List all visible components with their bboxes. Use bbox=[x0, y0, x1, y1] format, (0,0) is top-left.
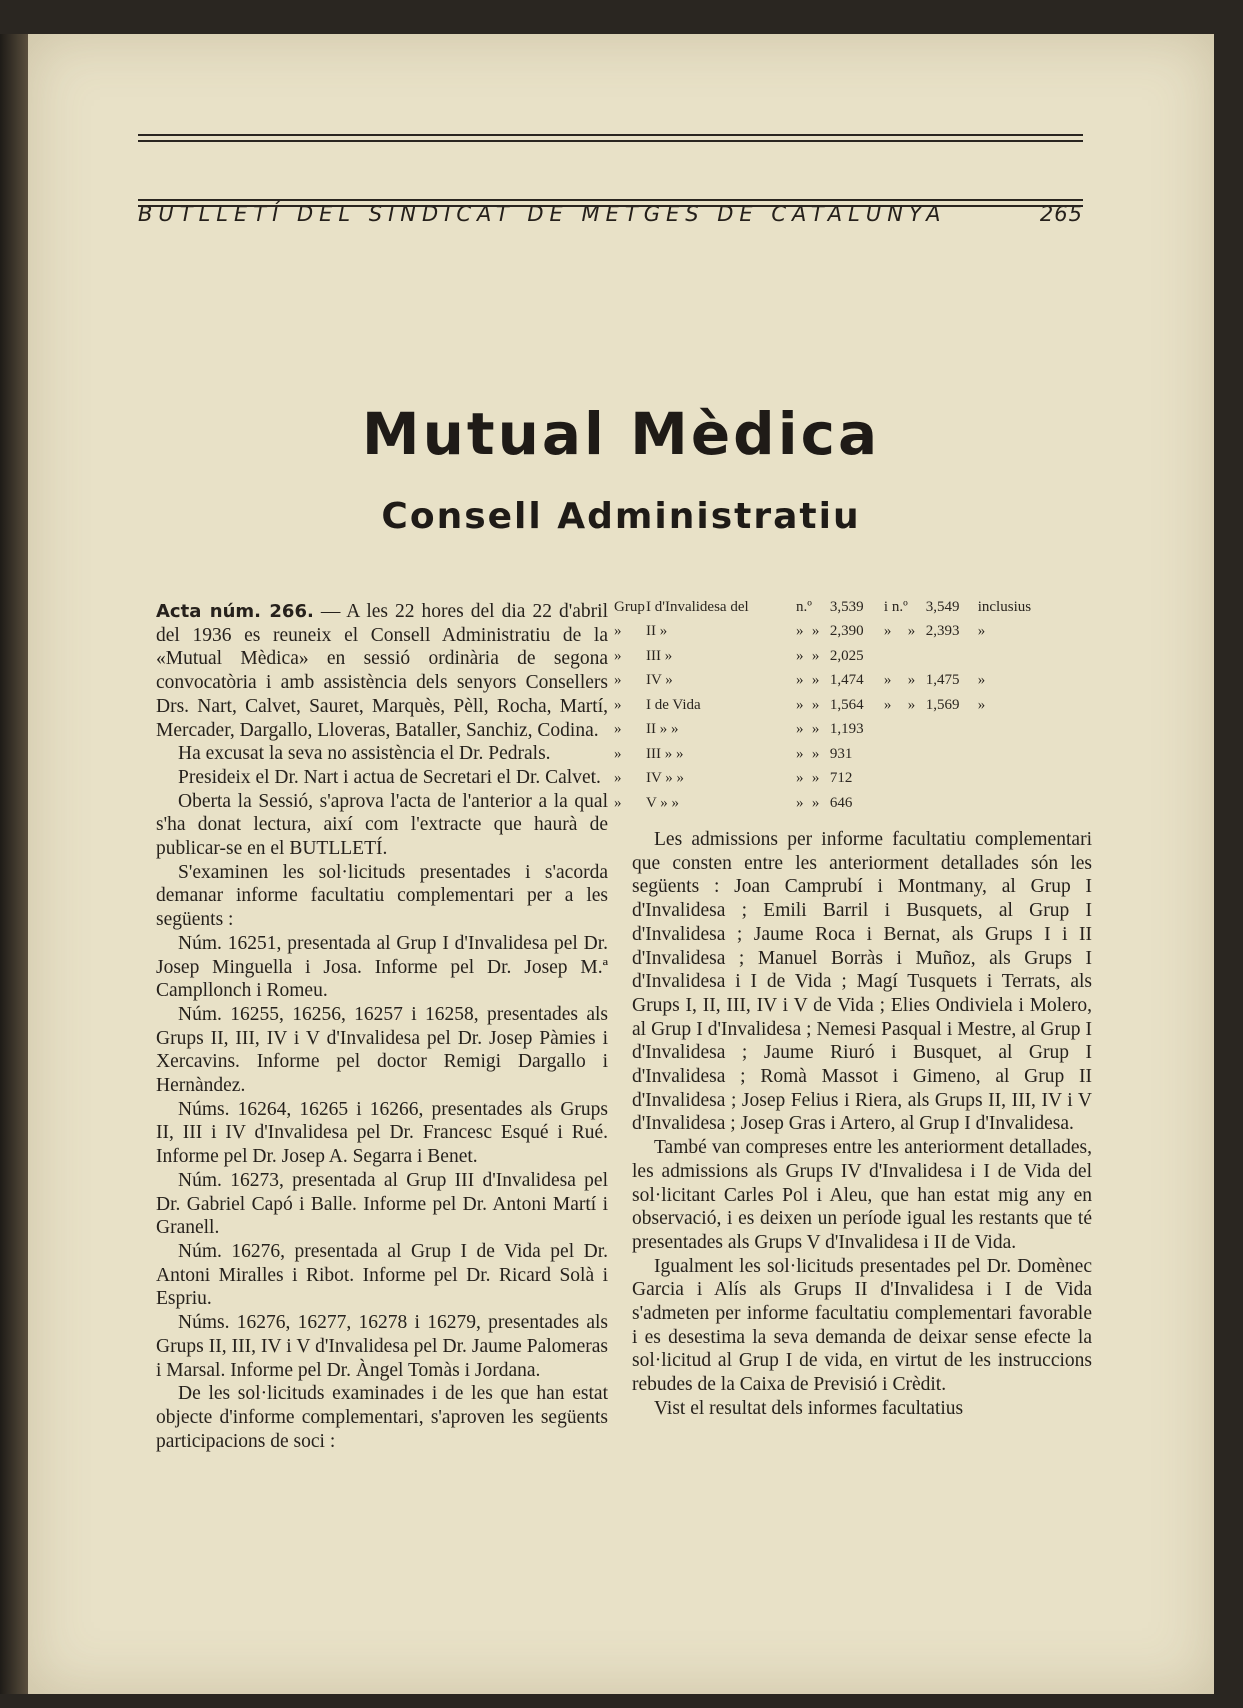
paragraph: Igualment les sol·licituds presentades pel Dr. Domènec Garcia i Alís als Grups II d'Invalidesa i I de Vida s'admeten per informe facultatiu complementari favorable i es desestima la seva demanda de deixar sense efecte la sol·licitud al Grup I de vida, en virtut de les instruccions rebudes de la Caixa de Previsió i Crèdit. bbox=[632, 1255, 1092, 1396]
table-cell: » bbox=[883, 623, 892, 640]
table-cell: » bbox=[614, 794, 622, 811]
table-cell bbox=[978, 718, 1094, 743]
table-cell: » bbox=[796, 794, 804, 811]
table-cell bbox=[978, 767, 1094, 792]
page-number: 265 bbox=[1039, 202, 1083, 226]
table-cell: » bbox=[796, 672, 804, 689]
table-row bbox=[614, 791, 1094, 816]
table-cell: » bbox=[977, 696, 986, 713]
table-cell: I d'Invalidesa del bbox=[646, 598, 749, 615]
table-cell bbox=[884, 718, 908, 743]
table-cell: » bbox=[811, 623, 820, 640]
table-cell: 1,475 bbox=[925, 672, 960, 689]
table-row bbox=[614, 669, 1094, 694]
table-cell: » bbox=[811, 647, 820, 664]
table-cell: » bbox=[796, 623, 804, 640]
table-cell bbox=[926, 644, 978, 669]
table-cell: 2,393 bbox=[925, 623, 960, 640]
running-title: BUTLLETÍ DEL SINDICAT DE METGES DE CATALUNYA bbox=[138, 202, 947, 226]
paragraph-text: — A les 22 hores del dia 22 d'abril del 1936 es reuneix el Consell Administratiu de la «Mutual Mèdica» en sessió ordinària de segona convocatòria i amb assistència dels senyors Consellers Drs. Nart, Calvet, Sauret, Marquès, Pèll, Rocha, Martí, Mercader, Dargallo, Lloveras, Bataller, Sanchiz, Codina. bbox=[156, 601, 608, 741]
paragraph: Núm. 16273, presentada al Grup III d'Invalidesa pel Dr. Gabriel Capó i Balle. Informe pel Dr. Antoni Martí i Granell. bbox=[156, 1169, 608, 1239]
table-cell: III » » bbox=[646, 745, 684, 762]
right-column bbox=[632, 828, 1092, 1421]
paragraph: Oberta la Sessió, s'aprova l'acta de l'anterior a la qual s'ha donat lectura, així com l'extracte que haurà de publicar-se en el BUTLLETÍ. bbox=[156, 790, 608, 860]
table-cell: » bbox=[614, 672, 622, 689]
paragraph: De les sol·licituds examinades i de les que han estat objecte d'informe complementari, s'aproven les següents participacions de soci : bbox=[156, 1383, 608, 1452]
table-cell: 1,193 bbox=[829, 721, 864, 738]
table-cell: » bbox=[614, 623, 622, 640]
paragraph: Núm. 16276, presentada al Grup I de Vida pel Dr. Antoni Miralles i Ribot. Informe pel Dr. Ricard Solà i Espriu. bbox=[156, 1240, 608, 1310]
table-cell: 646 bbox=[829, 794, 853, 811]
table-row bbox=[614, 742, 1094, 767]
table-cell: » bbox=[883, 696, 892, 713]
paragraph: Ha excusat la seva no assistència el Dr. Pedrals. bbox=[178, 743, 551, 765]
table-cell: » bbox=[796, 745, 804, 762]
table-cell bbox=[978, 791, 1094, 816]
table-cell: » bbox=[614, 721, 622, 738]
table-cell: 2,390 bbox=[829, 623, 864, 640]
paragraph: També van compreses entre les anteriorment detallades, les admissions als Grups IV d'Invalidesa i I de Vida del sol·licitant Carles Pol i Aleu, que han estat mig any en observació, i es deixen un període igual les restants que té presentades als Grups V d'Invalidesa i II de Vida. bbox=[632, 1137, 1092, 1253]
table-row bbox=[614, 620, 1094, 645]
table-cell: V » » bbox=[646, 794, 680, 811]
paragraph: S'examinen les sol·licituds presentades i s'acorda demanar informe facultatiu complementari per a les següents : bbox=[156, 861, 608, 931]
table-cell: » bbox=[796, 647, 804, 664]
table-cell bbox=[926, 718, 978, 743]
table-cell: III » bbox=[646, 647, 673, 664]
table-cell: » bbox=[977, 672, 986, 689]
table-cell: » bbox=[811, 696, 820, 713]
table-row bbox=[614, 644, 1094, 669]
table-cell: » bbox=[811, 721, 820, 738]
table-cell bbox=[908, 791, 926, 816]
table-cell: 1,564 bbox=[829, 696, 864, 713]
table-cell: 712 bbox=[829, 770, 853, 787]
table-cell bbox=[926, 791, 978, 816]
table-cell bbox=[908, 767, 926, 792]
table-cell bbox=[926, 767, 978, 792]
table-cell: n.º bbox=[796, 598, 812, 615]
table-cell bbox=[908, 742, 926, 767]
table-cell: inclusius bbox=[977, 598, 1032, 615]
header-rule-bottom-2 bbox=[138, 205, 1083, 207]
table-cell: » bbox=[907, 623, 916, 640]
header-rule-bottom bbox=[138, 199, 1083, 201]
table-cell: i n.º bbox=[883, 598, 908, 615]
table-cell: » bbox=[811, 770, 820, 787]
table-cell: 931 bbox=[829, 745, 853, 762]
table-cell: II » bbox=[646, 623, 668, 640]
header-rule-top bbox=[138, 134, 1083, 136]
table-cell bbox=[812, 595, 830, 620]
table-cell: » bbox=[796, 721, 804, 738]
left-column bbox=[156, 600, 608, 1453]
paragraph: Núm. 16251, presentada al Grup I d'Invalidesa pel Dr. Josep Minguella i Josa. Informe pel Dr. Josep M.ª Campllonch i Romeu. bbox=[156, 932, 608, 1002]
table-cell: » bbox=[907, 696, 916, 713]
table-cell bbox=[884, 644, 908, 669]
paragraph: Núms. 16276, 16277, 16278 i 16279, presentades als Grups II, III, IV i V d'Invalidesa pel Dr. Jaume Palomeras i Marsal. Informe pel Dr. Àngel Tomàs i Jordana. bbox=[156, 1312, 608, 1381]
paragraph: Núm. 16255, 16256, 16257 i 16258, presentades als Grups II, III, IV i V d'Invalidesa pel Dr. Josep Pàmies i Xercavins. Informe pel doctor Remigi Dargallo i Hernàndez. bbox=[156, 1003, 608, 1097]
table-cell bbox=[884, 742, 908, 767]
table-cell bbox=[908, 644, 926, 669]
table-cell: » bbox=[614, 696, 622, 713]
table-cell bbox=[908, 718, 926, 743]
table-cell: 3,539 bbox=[829, 598, 864, 615]
table-cell bbox=[978, 742, 1094, 767]
paragraph bbox=[156, 600, 608, 742]
table-cell: » bbox=[796, 696, 804, 713]
table-cell: » bbox=[614, 770, 622, 787]
table-cell: 2,025 bbox=[829, 647, 864, 664]
table-cell bbox=[884, 767, 908, 792]
paragraph: Vist el resultat dels informes facultatius bbox=[654, 1397, 964, 1419]
table-cell: II » » bbox=[646, 721, 679, 738]
table-cell bbox=[884, 791, 908, 816]
table-cell: Grup bbox=[614, 598, 645, 615]
article-title: Mutual Mèdica bbox=[361, 400, 881, 468]
table-cell: 1,569 bbox=[925, 696, 960, 713]
table-cell bbox=[926, 742, 978, 767]
table-cell: » bbox=[796, 770, 804, 787]
table-cell: IV » » bbox=[646, 770, 685, 787]
table-row bbox=[614, 718, 1094, 743]
table-cell: » bbox=[907, 672, 916, 689]
table-cell: » bbox=[811, 794, 820, 811]
table-row bbox=[614, 767, 1094, 792]
table-cell: » bbox=[811, 672, 820, 689]
participations-table bbox=[614, 595, 1094, 816]
header-rule-top-2 bbox=[138, 140, 1083, 142]
paragraph: Les admissions per informe facultatiu complementari que consten entre les anteriorment detallades són les següents : Joan Camprubí i Montmany, al Grup I d'Invalidesa ; Emili Barril i Busquets, al Grup I d'Invalidesa ; Jaume Roca i Bernat, als Grups I i II d'Invalidesa ; Manuel Borràs i Muñoz, als Grups I d'Invalidesa i I de Vida ; Magí Tusquets i Terrats, als Grups I, II, III, IV i V de Vida ; Elies Ondiviela i Molero, al Grup I d'Invalidesa ; Nemesi Pasqual i Mestre, al Grup I d'Invalidesa ; Jaume Riuró i Busquet, al Grup I d'Invalidesa ; Romà Massot i Gimeno, al Grup II d'Invalidesa ; Josep Felius i Riera, als Grups II, III, IV i V d'Invalidesa ; Josep Gras i Artero, al Grup I d'Invalidesa. bbox=[632, 829, 1092, 1135]
paragraph: Núms. 16264, 16265 i 16266, presentades als Grups II, III i IV d'Invalidesa pel Dr. Francesc Esqué i Rué. Informe pel Dr. Josep A. Segarra i Benet. bbox=[156, 1098, 608, 1168]
article-subtitle: Consell Administratiu bbox=[381, 496, 861, 537]
table-cell: I de Vida bbox=[646, 696, 701, 713]
table-cell: » bbox=[614, 745, 622, 762]
magazine-page bbox=[28, 34, 1214, 1694]
table-cell: » bbox=[811, 745, 820, 762]
table-cell: 1,474 bbox=[829, 672, 864, 689]
paragraph: Presideix el Dr. Nart i actua de Secretari el Dr. Calvet. bbox=[178, 766, 601, 788]
table-cell: » bbox=[977, 623, 986, 640]
table-cell bbox=[908, 595, 926, 620]
table-row bbox=[614, 693, 1094, 718]
table-row bbox=[614, 595, 1094, 620]
table-cell: » bbox=[614, 647, 622, 664]
table-cell: » bbox=[883, 672, 892, 689]
table-cell: 3,549 bbox=[925, 598, 960, 615]
table-cell bbox=[978, 644, 1094, 669]
table-cell: IV » bbox=[646, 672, 673, 689]
acta-label: Acta núm. 266. bbox=[156, 601, 314, 622]
book-spine bbox=[0, 34, 28, 1694]
